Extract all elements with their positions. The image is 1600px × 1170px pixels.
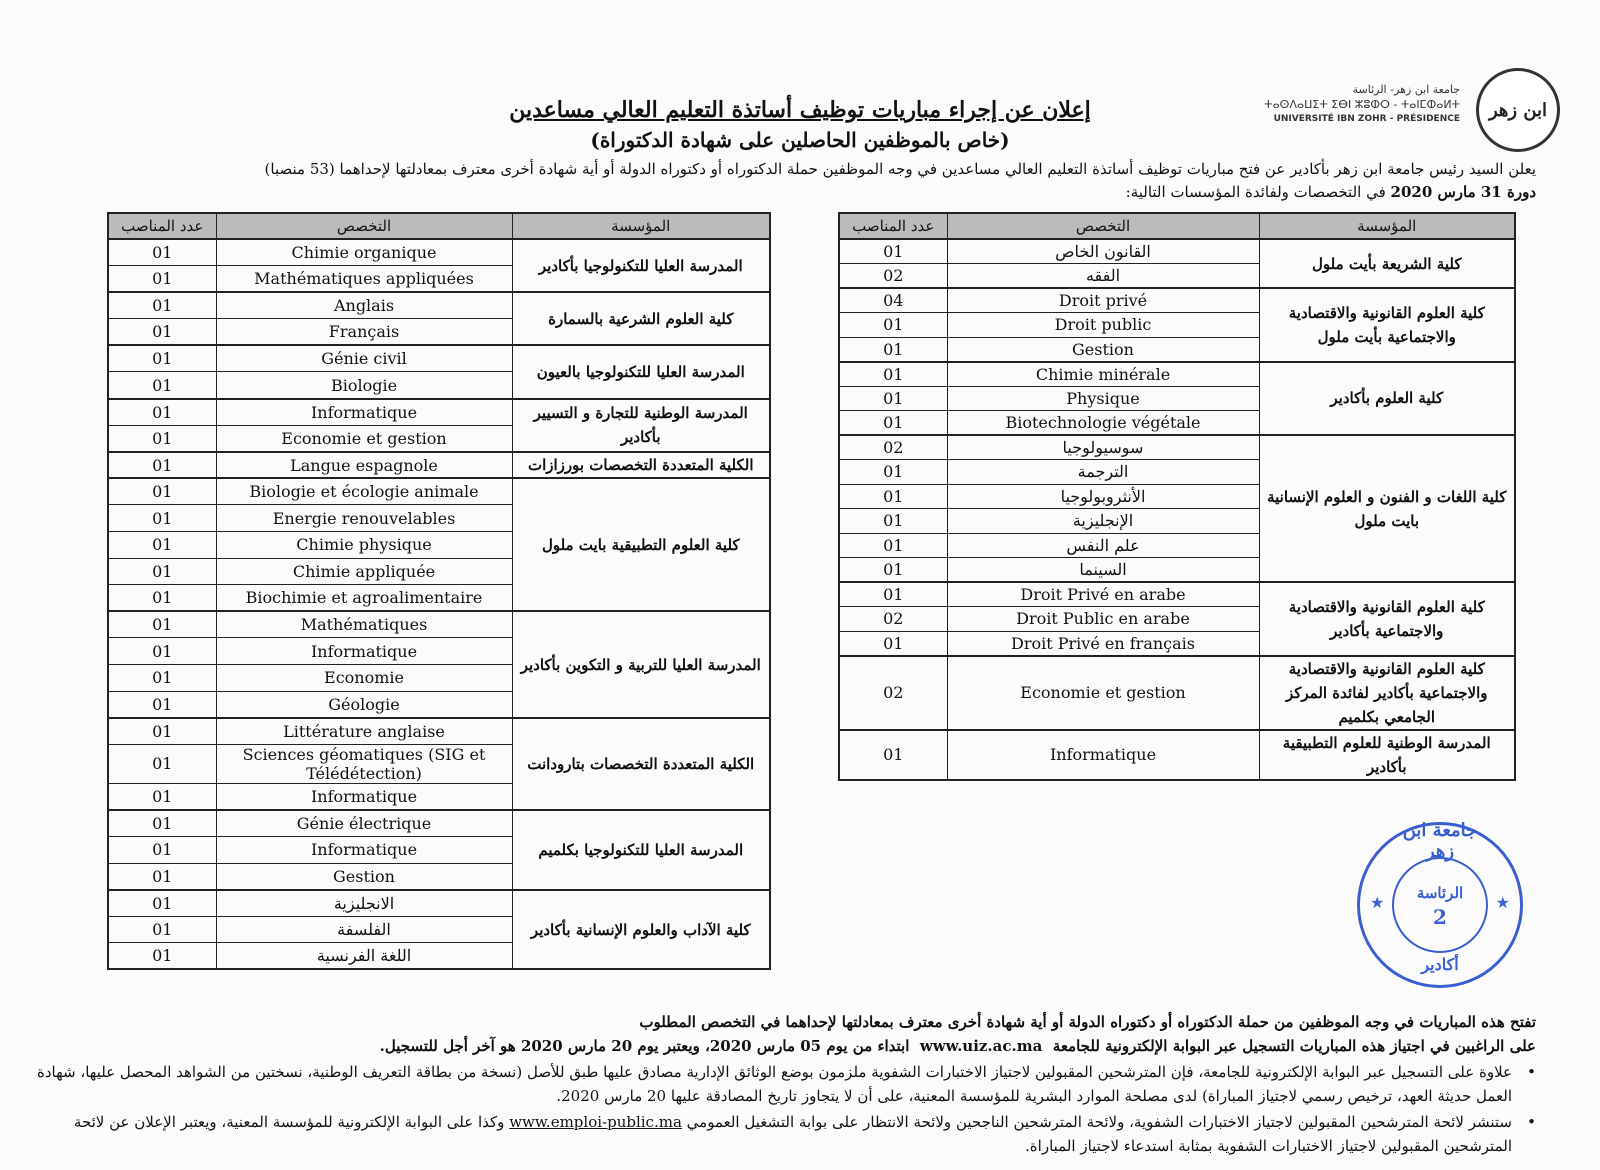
positions-count: 01 <box>839 730 947 780</box>
specialty-cell: Droit Privé en français <box>947 631 1259 656</box>
intro-paragraph <box>56 158 1536 204</box>
specialty-cell: الترجمة <box>947 460 1259 485</box>
specialty-cell: الانجليزية <box>216 890 512 917</box>
institution-cell: المدرسة العليا للتكنولوجيا بكلميم <box>512 810 770 890</box>
stamp-bottom-text: أكادير <box>1421 955 1459 974</box>
specialty-cell: Langue espagnole <box>216 452 512 479</box>
emploi-public-link[interactable]: www.emploi-public.ma <box>509 1113 682 1131</box>
positions-count: 01 <box>108 372 216 399</box>
positions-count: 01 <box>839 509 947 534</box>
positions-count: 01 <box>108 239 216 266</box>
institution-cell: كلية العلوم القانونية والاقتصادية والاجتماعية بأكادير <box>1259 582 1515 656</box>
right-positions-table <box>838 212 1516 781</box>
table-row <box>108 478 770 505</box>
institution-cell: كلية العلوم بأكادير <box>1259 362 1515 436</box>
institution-cell: المدرسة العليا للتربية و التكوين بأكادير <box>512 611 770 717</box>
positions-count: 01 <box>108 585 216 612</box>
table-row <box>839 362 1515 387</box>
positions-count: 01 <box>108 638 216 665</box>
header-positions: عدد المناصب <box>108 213 216 239</box>
positions-count: 01 <box>108 836 216 863</box>
specialty-cell: Informatique <box>216 783 512 810</box>
uiz-link[interactable]: www.uiz.ac.ma <box>919 1037 1043 1055</box>
positions-count: 01 <box>108 890 216 917</box>
specialty-cell: Informatique <box>216 836 512 863</box>
specialty-cell: القانون الخاص <box>947 239 1259 264</box>
institution-cell: المدرسة الوطنية للتجارة و التسيير بأكادير <box>512 399 770 452</box>
bottom-notes <box>36 1010 1536 1058</box>
header-specialty: التخصص <box>216 213 512 239</box>
positions-count: 01 <box>839 484 947 509</box>
positions-count: 01 <box>839 582 947 607</box>
specialty-cell: Gestion <box>216 863 512 890</box>
specialty-cell: Economie et gestion <box>947 656 1259 730</box>
specialty-cell: Informatique <box>216 399 512 426</box>
header-institution: المؤسسة <box>512 213 770 239</box>
positions-count: 01 <box>108 611 216 638</box>
specialty-cell: Mathématiques <box>216 611 512 638</box>
specialty-cell: Géologie <box>216 691 512 718</box>
positions-count: 04 <box>839 288 947 313</box>
specialty-cell: Biochimie et agroalimentaire <box>216 585 512 612</box>
specialty-cell: اللغة الفرنسية <box>216 943 512 970</box>
positions-count: 01 <box>108 783 216 810</box>
positions-count: 01 <box>108 558 216 585</box>
institution-cell: كلية العلوم القانونية والاقتصادية والاجتماعية بأيت ملول <box>1259 288 1515 362</box>
stamp-top-text: جامعة ابن زهر <box>1402 820 1478 862</box>
positions-count: 01 <box>108 532 216 559</box>
specialty-cell: علم النفس <box>947 533 1259 558</box>
intro-line-2: دورة 31 مارس 2020 في التخصصات ولفائدة المؤسسات التالية: <box>1125 183 1536 201</box>
table-row <box>108 810 770 837</box>
specialty-cell: الأنثروبولوجيا <box>947 484 1259 509</box>
positions-count: 01 <box>108 691 216 718</box>
specialty-cell: Informatique <box>947 730 1259 780</box>
positions-count: 01 <box>108 916 216 943</box>
table-row <box>108 611 770 638</box>
announcement-subtitle: (خاص بالموظفين الحاصلين على شهادة الدكتوراة) <box>590 128 1010 152</box>
university-emblem <box>1476 68 1560 152</box>
institution-cell: المدرسة العليا للتكنولوجيا بالعيون <box>512 345 770 398</box>
specialty-cell: Français <box>216 319 512 346</box>
positions-count: 01 <box>108 718 216 745</box>
university-logo-text <box>1264 82 1460 127</box>
logo-french-name: UNIVERSITÉ IBN ZOHR - PRÉSIDENCE <box>1273 114 1460 124</box>
positions-count: 01 <box>839 411 947 436</box>
positions-count: 01 <box>839 239 947 264</box>
positions-count: 02 <box>839 264 947 289</box>
intro-line-1: يعلن السيد رئيس جامعة ابن زهر بأكادير عن فتح مباريات توظيف أساتذة التعليم العالي مساعدين في وجه الموظفين حملة الدكتوراه أو دكتوراه الدولة أو أية شهادة أخرى معترف بمعادلتها لإحداهما (53 منصبا) <box>264 160 1536 178</box>
results-bullet: • ستنشر لائحة المترشحين المقبولين لاجتياز الاختبارات الشفوية، ولائحة المترشحين الناجحين ولائحة الانتظار على بوابة التشغيل العمومي www.emploi-public.ma وكذا على البوابة الإلكترونية للمؤسسة المعنية، ويعتبر الإعلان عن لائحة المترشحين المقبولين لاجتياز الاختبارات الشفوية بمثابة استدعاء لاجتياز المباراة. <box>26 1110 1536 1158</box>
presidency-stamp: ★ الرئاسة 2 ★ <box>1357 822 1523 988</box>
left-positions-table <box>107 212 771 970</box>
positions-count: 01 <box>839 313 947 338</box>
specialty-cell: Mathématiques appliquées <box>216 266 512 293</box>
logo-tifinagh-name: ⵜⴰⵙⴷⴰⵡⵉⵜ ⵉⴱⵏ ⵣⵓⵀⵔ - ⵜⴰⵏⵎⵀⴰⵍⵜ <box>1264 98 1460 111</box>
positions-count: 01 <box>108 863 216 890</box>
specialty-cell: Droit privé <box>947 288 1259 313</box>
emblem-text: ابن زهر <box>1488 99 1548 121</box>
institution-cell: كلية الآداب والعلوم الإنسانية بأكادير <box>512 890 770 970</box>
positions-count: 02 <box>839 435 947 460</box>
institution-cell: الكلية المتعددة التخصصات بورزازات <box>512 452 770 479</box>
specialty-cell: Génie civil <box>216 345 512 372</box>
specialty-cell: الفقه <box>947 264 1259 289</box>
positions-count: 01 <box>108 943 216 970</box>
table-row <box>839 582 1515 607</box>
stamp-center-text: الرئاسة <box>1416 884 1464 902</box>
positions-count: 01 <box>839 460 947 485</box>
specialty-cell: Chimie organique <box>216 239 512 266</box>
registration-note: على الراغبين في اجتياز هذه المباريات التسجيل عبر البوابة الإلكترونية للجامعة www.uiz.ac.ma ابتداء من يوم 05 مارس 2020، ويعتبر يوم 20 مارس 2020 هو آخر أجل للتسجيل. <box>379 1037 1536 1055</box>
specialty-cell: Gestion <box>947 337 1259 362</box>
institution-cell: كلية الشريعة بأيت ملول <box>1259 239 1515 288</box>
positions-count: 01 <box>108 505 216 532</box>
positions-count: 01 <box>108 319 216 346</box>
specialty-cell: Physique <box>947 386 1259 411</box>
specialty-cell: السينما <box>947 558 1259 583</box>
specialty-cell: Economie <box>216 665 512 692</box>
positions-count: 01 <box>108 665 216 692</box>
table-row <box>108 239 770 266</box>
specialty-cell: Informatique <box>216 638 512 665</box>
positions-count: 01 <box>108 810 216 837</box>
specialty-cell: Droit Privé en arabe <box>947 582 1259 607</box>
table-row <box>108 890 770 917</box>
positions-count: 01 <box>108 452 216 479</box>
specialty-cell: Energie renouvelables <box>216 505 512 532</box>
institution-cell: كلية العلوم التطبيقية بايت ملول <box>512 478 770 611</box>
table-row <box>108 292 770 319</box>
positions-count: 01 <box>839 337 947 362</box>
positions-count: 01 <box>108 266 216 293</box>
institution-cell: المدرسة العليا للتكنولوجيا بأكادير <box>512 239 770 292</box>
positions-count: 01 <box>108 399 216 426</box>
specialty-cell: Génie électrique <box>216 810 512 837</box>
logo-arabic-name: جامعة ابن زهر- الرئاسة <box>1352 83 1460 96</box>
positions-count: 01 <box>108 425 216 452</box>
specialty-cell: Droit public <box>947 313 1259 338</box>
positions-count: 01 <box>839 386 947 411</box>
table-row <box>839 239 1515 264</box>
specialty-cell: Chimie appliquée <box>216 558 512 585</box>
specialty-cell: الإنجليزية <box>947 509 1259 534</box>
table-row <box>108 399 770 426</box>
table-row <box>108 345 770 372</box>
institution-cell: الكلية المتعددة التخصصات بتارودانت <box>512 718 770 810</box>
specialty-cell: Chimie minérale <box>947 362 1259 387</box>
institution-cell: المدرسة الوطنية للعلوم التطبيقية بأكادير <box>1259 730 1515 780</box>
eligibility-note: تفتح هذه المباريات في وجه الموظفين من حملة الدكتوراه أو دكتوراه الدولة أو أية شهادة أخرى معترف بمعادلتها لإحداهما في التخصص المطلوب <box>639 1013 1536 1031</box>
institution-cell: كلية اللغات و الفنون و العلوم الإنسانية بايت ملول <box>1259 435 1515 582</box>
specialty-cell: الفلسفة <box>216 916 512 943</box>
stamp-number: 2 <box>1433 905 1447 929</box>
specialty-cell: Biologie et écologie animale <box>216 478 512 505</box>
institution-cell: كلية العلوم الشرعية بالسمارة <box>512 292 770 345</box>
specialty-cell: Anglais <box>216 292 512 319</box>
header-specialty: التخصص <box>947 213 1259 239</box>
specialty-cell: Droit Public en arabe <box>947 607 1259 632</box>
positions-count: 01 <box>839 631 947 656</box>
announcement-title: إعلان عن إجراء مباريات توظيف أساتذة التعليم العالي مساعدين <box>509 97 1091 123</box>
table-row <box>108 718 770 745</box>
specialty-cell: Sciences géomatiques (SIG et Télédétection) <box>216 744 512 783</box>
positions-count: 01 <box>108 744 216 783</box>
table-row <box>839 435 1515 460</box>
table-row <box>839 730 1515 780</box>
specialty-cell: Economie et gestion <box>216 425 512 452</box>
positions-count: 01 <box>839 362 947 387</box>
header-institution: المؤسسة <box>1259 213 1515 239</box>
table-row <box>839 288 1515 313</box>
specialty-cell: Littérature anglaise <box>216 718 512 745</box>
header-positions: عدد المناصب <box>839 213 947 239</box>
positions-count: 01 <box>839 533 947 558</box>
institution-cell: كلية العلوم القانونية والاقتصادية والاجتماعية بأكادير لفائدة المركز الجامعي بكلميم <box>1259 656 1515 730</box>
specialty-cell: Biotechnologie végétale <box>947 411 1259 436</box>
positions-count: 01 <box>108 292 216 319</box>
documents-bullet: • علاوة على التسجيل عبر البوابة الإلكترونية للجامعة، فإن المترشحين المقبولين لاجتياز الاختبارات الشفوية ملزمون بوضع الوثائق الإدارية مصادق عليها طبق للأصل (نسخة من بطاقة التعريف الوطنية، نسختين من الشواهد المحصل عليها، شهادة العمل حديثة العهد، ترخيص رسمي لاجتياز المباراة) لدى مصلحة الموارد البشرية للمؤسسة المعنية، على أن لا يتجاوز تاريخ المصادقة عليها 20 مارس 2020. <box>26 1060 1536 1108</box>
positions-count: 01 <box>108 478 216 505</box>
positions-count: 02 <box>839 607 947 632</box>
table-row <box>839 656 1515 730</box>
positions-count: 01 <box>108 345 216 372</box>
positions-count: 02 <box>839 656 947 730</box>
specialty-cell: سوسيولوجيا <box>947 435 1259 460</box>
table-row <box>108 452 770 479</box>
specialty-cell: Biologie <box>216 372 512 399</box>
positions-count: 01 <box>839 558 947 583</box>
specialty-cell: Chimie physique <box>216 532 512 559</box>
